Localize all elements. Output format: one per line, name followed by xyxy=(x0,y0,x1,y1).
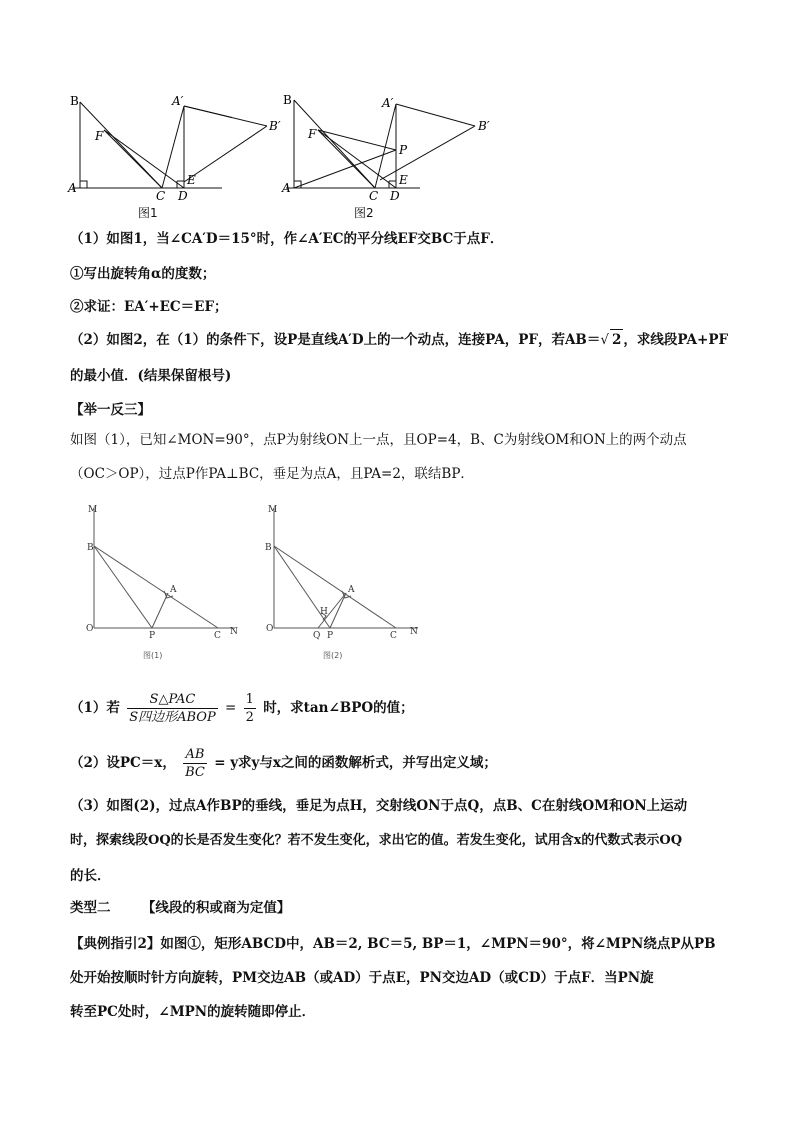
fig2-label: B xyxy=(283,93,292,107)
section-heading: 【举一反三】 xyxy=(70,402,151,418)
example-line-2: 处开始按顺时针方向旋转，PM交边AB（或AD）于点E，PN交边AD（或CD）于点F．当PN旋 xyxy=(70,970,654,986)
fig2-label: F xyxy=(308,127,317,141)
fig2-label: C xyxy=(369,189,379,202)
fig2-label: A′ xyxy=(382,96,394,110)
figure-2 xyxy=(280,92,500,202)
fig3-label: P xyxy=(149,631,156,641)
fig3-label: M xyxy=(88,505,98,515)
fig4-label: P xyxy=(327,631,334,641)
question-1a-text: ①写出旋转角α的度数； xyxy=(70,266,216,282)
fig2-label: P xyxy=(399,143,408,157)
fig4-label: N xyxy=(410,627,418,637)
fig1-label: B xyxy=(70,94,79,108)
subquestion-1: （1）若 $\frac{\text{S△PAC}}{\text{S四边形ABOP}}$ = $\frac{1}{2}$ 时，求tan∠BPO的值； xyxy=(70,692,414,725)
fig4-label: A xyxy=(348,585,355,595)
type-2-heading xyxy=(70,898,290,918)
fig4-label: C xyxy=(390,631,397,641)
example-line-1: 【典例指引2】如图①，矩形ABCD中，AB＝2, BC＝5, BP＝1，∠MPN＝90°，将∠MPN绕点P从PB xyxy=(70,936,716,952)
fig3-label: O xyxy=(86,624,94,634)
figure-1-caption: 图1 xyxy=(138,206,158,220)
fig1-label: C xyxy=(156,189,166,202)
subquestion-3a: （3）如图(2)，过点A作BP的垂线，垂足为点H，交射线ON于点Q，点B、C在射线OM和ON上运动 xyxy=(70,798,688,814)
fig2-label: A xyxy=(282,181,291,195)
fig2-label: B′ xyxy=(478,119,490,133)
fig1-label: E xyxy=(187,173,196,187)
fig4-label: M xyxy=(268,505,278,515)
figure-3 xyxy=(80,500,250,665)
example-line-3: 转至PC处时，∠MPN的旋转随即停止． xyxy=(70,1004,316,1020)
question-2-cont: 的最小值．(结果保留根号) xyxy=(70,368,232,384)
fig4-label: B xyxy=(265,543,272,553)
question-2-part-a: （2）如图2，在（1）的条件下，设P是直线A′D上的一个动点，连接PA，PF，若AB＝ xyxy=(70,332,601,348)
fig4-label: H xyxy=(320,607,328,617)
fig1-label: A′ xyxy=(172,94,184,108)
problem-intro-1: 如图（1），已知∠MON=90°，点P为射线ON上一点，且OP=4，B、C为射线OM和ON上的两个动点 xyxy=(70,432,687,448)
fig4-label: Q xyxy=(313,631,321,641)
type-2-label: 类型二 xyxy=(70,900,111,916)
question-2-part-b: ，求线段PA+PF xyxy=(623,332,729,348)
question-1-text: （1）如图1，当∠CA′D＝15°时，作∠A′EC的平分线EF交BC于点F． xyxy=(70,231,504,247)
fig4-label: O xyxy=(266,624,274,634)
subquestion-3c: 的长． xyxy=(70,868,111,884)
subquestion-3b: 时，探索线段OQ的长是否发生变化？若不发生变化，求出它的值。若发生变化，试用含x的代数式表示OQ xyxy=(70,833,683,848)
fig1-label: A xyxy=(68,181,77,195)
question-2-text: （2）如图2，在（1）的条件下，设P是直线A′D上的一个动点，连接PA，PF，若AB＝√ 2 ，求线段PA+PF xyxy=(70,329,728,350)
figure-4 xyxy=(260,500,430,665)
fig3-label: A xyxy=(170,585,177,595)
fig2-label: E xyxy=(399,173,408,187)
figure-3-caption: 图(1) xyxy=(143,651,163,660)
type-2-title: 【线段的积或商为定值】 xyxy=(141,900,291,916)
fig3-label: N xyxy=(230,627,238,637)
problem-intro-2: （OC＞OP），过点P作PA⊥BC，垂足为点A，且PA=2，联结BP． xyxy=(70,466,474,482)
fig3-label: B xyxy=(87,543,94,553)
fig2-label: D xyxy=(390,189,400,202)
figure-1-right xyxy=(180,92,290,202)
fig1-label: F xyxy=(95,129,104,143)
subquestion-2: （2）设PC＝x， $\frac{AB}{BC}$ = y求y与x之间的函数解析式，并写出定义域； xyxy=(70,747,497,780)
fig1-label: D xyxy=(178,189,188,202)
fig1-label: B′ xyxy=(269,119,281,133)
question-1b-text: ②求证：EA′+EC＝EF； xyxy=(70,299,228,315)
ab-bc-fraction: $\frac{AB}{BC}$ xyxy=(185,747,205,780)
half-fraction: $\frac{1}{2}$ xyxy=(245,692,254,725)
fig3-label: C xyxy=(214,631,221,641)
figure-4-caption: 图(2) xyxy=(323,651,343,660)
area-ratio-fraction: $\frac{\text{S△PAC}}{\text{S四边形ABOP}}$ xyxy=(129,692,216,725)
sqrt-value: 2 xyxy=(610,329,623,350)
figure-2-caption: 图2 xyxy=(354,206,374,220)
